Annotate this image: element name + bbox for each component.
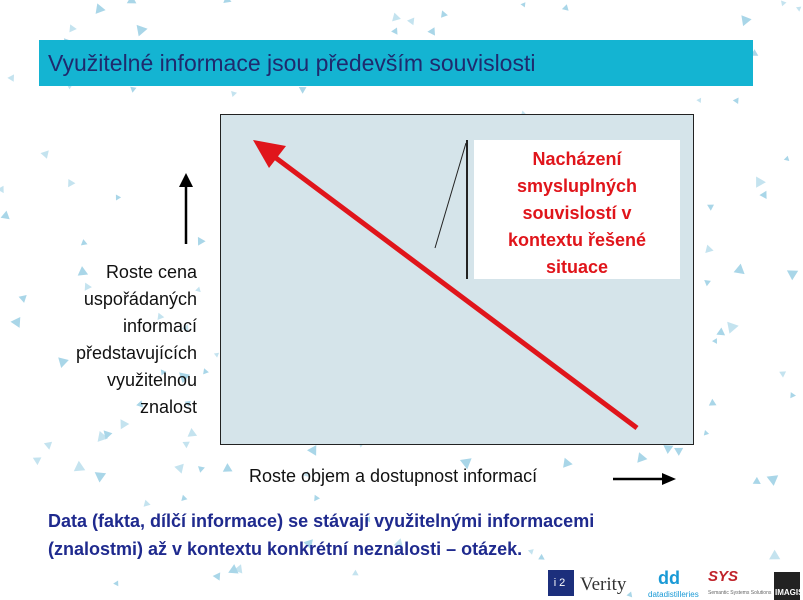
callout-pointer-line	[435, 143, 466, 248]
datadistilleries-logo	[648, 568, 699, 599]
imagis-name: IMAGIS	[775, 588, 803, 597]
partner-logos	[540, 566, 803, 600]
slide-title: Využitelné informace jsou především souvislosti	[48, 50, 536, 76]
x-axis-arrow-head	[662, 473, 676, 485]
datadistilleries-name: datadistilleries	[648, 590, 699, 599]
y-axis-label: Roste cena uspořádaných informací představujících využitelnou znalost	[75, 262, 197, 417]
imagis-logo	[774, 572, 803, 600]
x-axis-label: Roste objem a dostupnost informací	[249, 466, 538, 486]
datadistilleries-mark: dd	[658, 568, 680, 588]
y-axis-arrow-head	[179, 173, 193, 187]
sy-logo-mark: SYS	[708, 568, 739, 585]
sy-logo-subtitle: Semantic Systems Solutions	[708, 590, 772, 596]
i2-logo: i2	[548, 570, 574, 596]
sy-logo	[708, 568, 772, 598]
footer-statement: Data (fakta, dílčí informace) se stávají využitelnými informacemi (znalostmi) až v kontextu konkrétní neznalosti – otázek.	[48, 511, 595, 559]
callout-text: Nacházení smysluplných souvislostí v kontextu řešené situace	[507, 149, 647, 277]
verity-logo: Verity	[580, 574, 627, 595]
